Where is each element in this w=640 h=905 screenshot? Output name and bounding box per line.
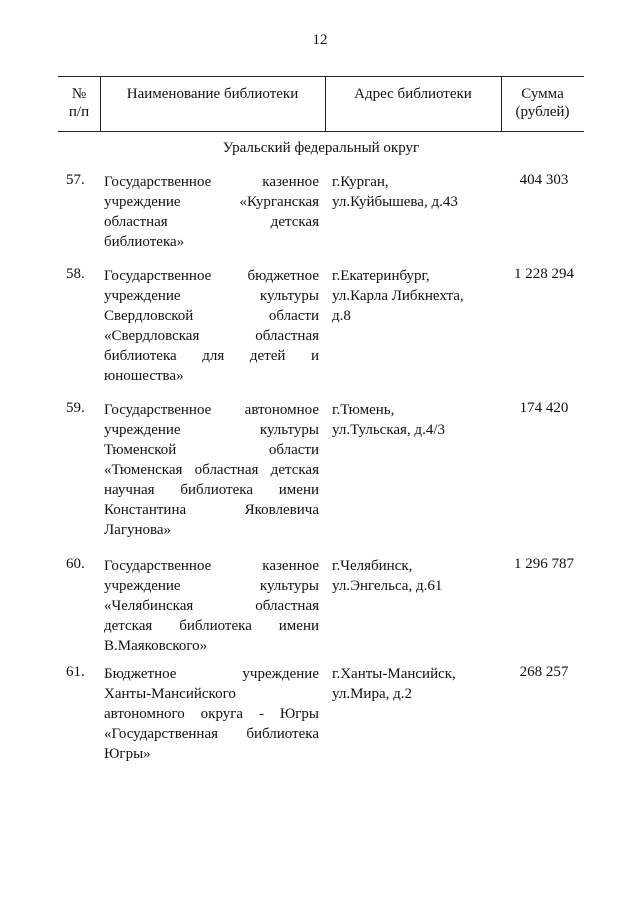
library-name-line: учреждение культуры [104,288,319,304]
library-name-line: Бюджетное учреждение [104,666,319,682]
library-name-line: В.Маяковского» [104,638,208,654]
library-name [104,664,319,764]
header-library-address: Адрес библиотеки [354,86,472,102]
library-name-line: библиотека» [104,234,185,250]
page-number: 12 [312,32,328,48]
library-address [332,556,502,596]
section-title: Уральский федеральный округ [222,140,420,156]
row-number: 60. [66,556,85,572]
library-name-line: Ханты-Мансийского [104,686,236,702]
library-address-line: д.8 [332,308,351,324]
library-name-line: Свердловской области [104,308,319,324]
header-sum: Сумма (рублей) [515,86,570,120]
row-number: 59. [66,400,85,416]
library-name-line: «Тюменская областная детская [104,462,319,478]
header-library-name: Наименование библиотеки [126,86,299,102]
library-name-line: «Свердловская областная [104,328,319,344]
library-address-line: ул.Карла Либкнехта, [332,288,464,304]
library-name-line: «Челябинская областная [104,598,319,614]
library-name-line: библиотека для детей и [104,348,319,364]
library-sum: 268 257 [519,664,569,680]
library-name-line: «Государственная библиотека [104,726,319,742]
library-name-line: Константина Яковлевича [104,502,319,518]
library-name-line: учреждение культуры [104,578,319,594]
library-sum: 404 303 [519,172,569,188]
library-name-line: детская библиотека имени [104,618,319,634]
library-name [104,400,319,540]
library-name [104,172,319,252]
library-address-line: ул.Энгельса, д.61 [332,578,443,594]
library-sum: 1 296 787 [514,556,574,572]
library-name-line: Югры» [104,746,151,762]
row-number: 58. [66,266,85,282]
library-address-line: ул.Мира, д.2 [332,686,412,702]
library-name-line: Государственное бюджетное [104,268,319,284]
library-name-line: Тюменской области [104,442,319,458]
library-name-line: Лагунова» [104,522,172,538]
library-address [332,172,502,212]
library-name-line: научная библиотека имени [104,482,319,498]
library-name-line: Государственное казенное [104,558,319,574]
library-name-line: учреждение культуры [104,422,319,438]
row-number: 61. [66,664,85,680]
library-address-line: г.Тюмень, [332,402,395,418]
library-address-line: г.Челябинск, [332,558,413,574]
library-name-line: юношества» [104,368,184,384]
library-sum: 174 420 [519,400,569,416]
library-address-line: г.Ханты-Мансийск, [332,666,456,682]
library-name-line: Государственное автономное [104,402,319,418]
library-name-line: учреждение «Курганская [104,194,319,210]
library-address-line: г.Екатеринбург, [332,268,430,284]
library-address [332,400,502,440]
library-name [104,266,319,386]
library-sum: 1 228 294 [514,266,574,282]
library-name [104,556,319,656]
table-header [58,76,584,132]
library-name-line: автономного округа - Югры [104,706,319,722]
row-number: 57. [66,172,85,188]
library-name-line: областная детская [104,214,319,230]
library-address [332,266,502,326]
library-name-line: Государственное казенное [104,174,319,190]
library-address [332,664,502,704]
library-address-line: ул.Тульская, д.4/3 [332,422,445,438]
library-address-line: г.Курган, [332,174,389,190]
header-number: № п/п [68,86,90,120]
library-address-line: ул.Куйбышева, д.43 [332,194,458,210]
